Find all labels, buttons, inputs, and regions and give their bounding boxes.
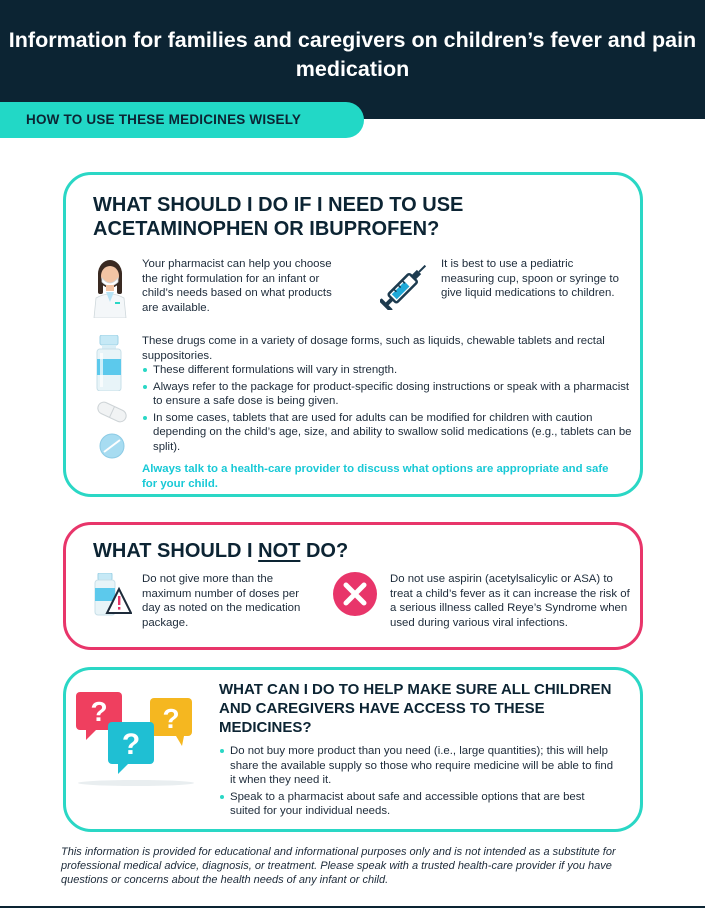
section-banner-label: HOW TO USE THESE MEDICINES WISELY: [26, 112, 302, 127]
tablet-icon: [98, 432, 126, 460]
warning-bottle-icon: [92, 573, 132, 617]
card-how-to-use: [63, 172, 643, 497]
question-bubbles-icon: [74, 686, 196, 786]
svg-text:?: ?: [162, 703, 180, 734]
svg-text:?: ?: [121, 728, 141, 761]
medicine-bottle-icon: [95, 335, 123, 391]
card-title-emphasis: NOT: [258, 540, 301, 562]
card-title: WHAT CAN I DO TO HELP MAKE SURE ALL CHILDREN AND CAREGIVERS HAVE ACCESS TO THESE MEDICINES?: [219, 681, 612, 736]
forms-bullet-list: [142, 363, 632, 454]
list-item: Speak to a pharmacist about safe and accessible options that are best suited for your individual needs.: [219, 790, 614, 819]
list-item: In some cases, tablets that are used for adults can be modified for children with caution depending on the child’s age, size, and ability to swallow solid medications (e.g., tablets can be split).: [142, 411, 632, 455]
section-banner: [0, 102, 364, 138]
syringe-icon: [380, 258, 434, 310]
footer-divider: [0, 906, 705, 908]
card-title: [93, 539, 348, 563]
card-access: [63, 667, 643, 832]
provider-note: Always talk to a health-care provider to discuss what options are appropriate and safe for your child.: [142, 463, 609, 490]
aspirin-text: Do not use aspirin (acetylsalicylic or ASA) to treat a child’s fever as it can increase the risk of a serious illness called Reye’s Syndrome when used during various viral infections.: [390, 573, 630, 629]
x-circle-icon: [332, 571, 378, 617]
disclaimer-text: This information is provided for educational and informational purposes only and is not intended as a substitute for professional medical advice, diagnosis, or treatment. Please speak with a trusted health-care provider if you have questions or concerns about the health needs of any infant or child.: [61, 846, 616, 886]
list-item: These different formulations will vary in strength.: [142, 363, 632, 378]
measuring-text: It is best to use a pediatric measuring cup, spoon or syringe to give liquid medications to children.: [441, 258, 619, 299]
max-dose-text: Do not give more than the maximum number of doses per day as noted on the medication package.: [142, 573, 301, 629]
card-title: WHAT SHOULD I DO IF I NEED TO USE ACETAMINOPHEN OR IBUPROFEN?: [93, 194, 464, 240]
page-title: Information for families and caregivers on children’s fever and pain medication: [8, 28, 697, 81]
pharmacist-icon: [91, 256, 129, 318]
pharmacist-text: Your pharmacist can help you choose the right formulation for an infant or child’s needs based on what products are available.: [142, 258, 332, 314]
list-item: Always refer to the package for product-specific dosing instructions or speak with a pharmacist to ensure a safe dose is being given.: [142, 380, 632, 409]
svg-text:?: ?: [90, 696, 108, 727]
capsule-icon: [95, 401, 129, 423]
card-what-not-to-do: [63, 522, 643, 650]
list-item: Do not buy more product than you need (i.e., large quantities); this will help share the available supply so those who require medicine will be able to find it when they need it.: [219, 744, 614, 788]
forms-intro-text: These drugs come in a variety of dosage forms, such as liquids, chewable tablets and rectal suppositories.: [142, 335, 605, 362]
access-bullet-list: [219, 744, 614, 819]
card-title-part: DO?: [300, 540, 349, 562]
card-title-part: WHAT SHOULD I: [93, 540, 259, 562]
